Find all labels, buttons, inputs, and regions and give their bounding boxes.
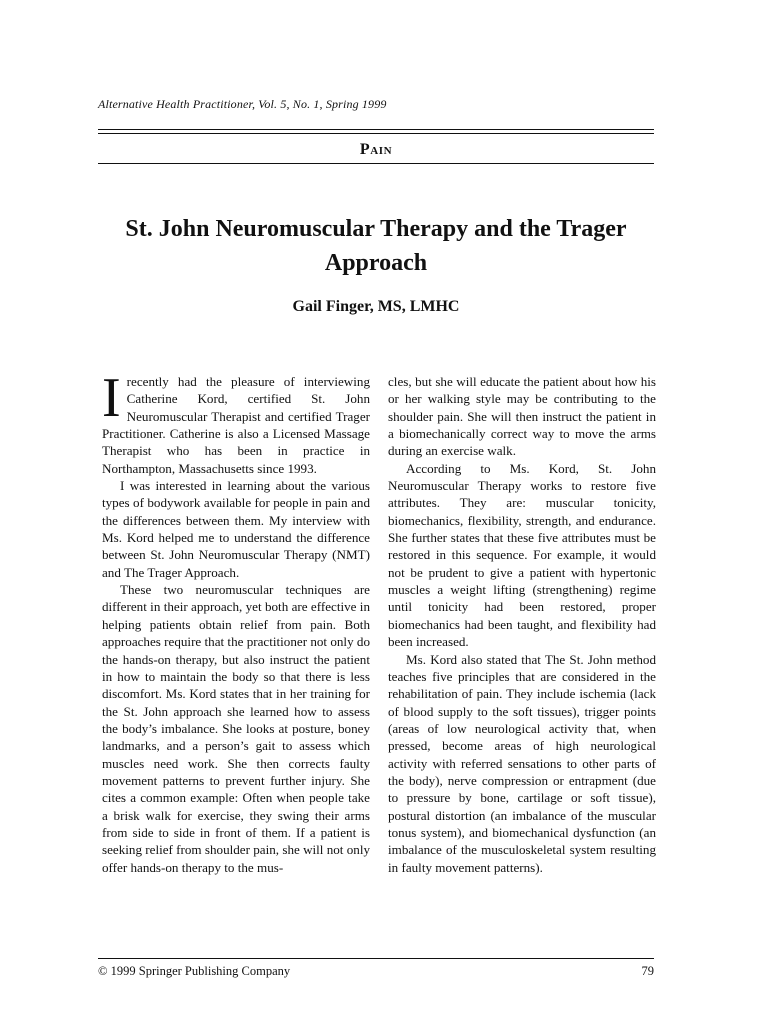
- left-column: [102, 367, 370, 876]
- drop-cap: I: [102, 367, 121, 429]
- paragraph-3: These two neuromuscular techniques are different in their approach, yet both are effective in helping patients obtain relief from pain. Both approaches require that the practitioner not only do the hands-on therapy, but also instruct the patient in how to maintain the body so that there is less discomfort. Ms. Kord states that in her training for the St. John approach she learned how to assess the body’s imbalance. She looks at posture, boney landmarks, and a person’s gait to assess which muscles need work. She then corrects faulty movement patterns to prevent further injury. She cites a common example: Often when people take a brisk walk for exercise, they swing their arms from side to side in front of them. If a patient is seeking relief from shoulder pain, she will not only offer hands-on therapy to the mus-: [102, 582, 370, 875]
- paragraph-2: I was interested in learning about the various types of bodywork available for people in pain and the differences between them. My interview with Ms. Kord helped me to understand the difference between St. John Neuromuscular Therapy (NMT) and The Trager Approach.: [102, 478, 370, 580]
- page-number: 79: [641, 964, 654, 978]
- copyright-notice: © 1999 Springer Publishing Company: [98, 964, 291, 978]
- header-rule-bottom: [98, 163, 654, 164]
- footer-rule: [98, 958, 654, 959]
- article-author: Gail Finger, MS, LMHC: [292, 298, 460, 315]
- paragraph-3-continued: cles, but she will educate the patient about how his or her walking style may be contributing to the shoulder pain. She will then instruct the patient in a biomechanically correct way to move the arms during an exercise walk.: [388, 374, 656, 459]
- article-title: St. John Neuromuscular Therapy and the Trager Approach: [125, 216, 627, 276]
- journal-citation: Alternative Health Practitioner, Vol. 5, No. 1, Spring 1999: [98, 97, 387, 111]
- section-heading: Pain: [359, 141, 393, 158]
- paragraph-1-text: recently had the pleasure of interviewing Catherine Kord, certified St. John Neuromuscular Therapist and certified Trager Practitioner. Catherine is also a Licensed Massage Therapist who has been in practice in Northampton, Massachusetts since 1993.: [102, 374, 370, 476]
- paragraph-5: Ms. Kord also stated that The St. John method teaches five principles that are considered in the rehabilitation of pain. They include ischemia (lack of blood supply to the soft tissues), trigger points (areas of low neurological activity that, when pressed, become areas of high neurological activity with referred sensations to other parts of the body), nerve compression or entrapment (due to pressure by bone, cartilage or soft tissue), postural distortion (an imbalance of the muscular tonus system), and biomechanical dysfunction (an imbalance of the musculoskeletal system resulting in faulty movement patterns).: [388, 651, 656, 875]
- right-column: [388, 373, 656, 876]
- paragraph-1: [102, 367, 370, 477]
- paragraph-4: According to Ms. Kord, St. John Neuromuscular Therapy works to restore five attributes. They are: muscular tonicity, biomechanics, flexibility, strength, and endurance. She further states that these five attributes must be restored in this sequence. For example, it would not be prudent to give a patient with hypertonic muscles a weight lifting (strengthening) regime until tonicity had been restored, proper biomechanics had been taught, and flexibility had been increased.: [388, 460, 656, 650]
- header-rule-top: [98, 129, 654, 130]
- header-rule-top-inner: [98, 133, 654, 134]
